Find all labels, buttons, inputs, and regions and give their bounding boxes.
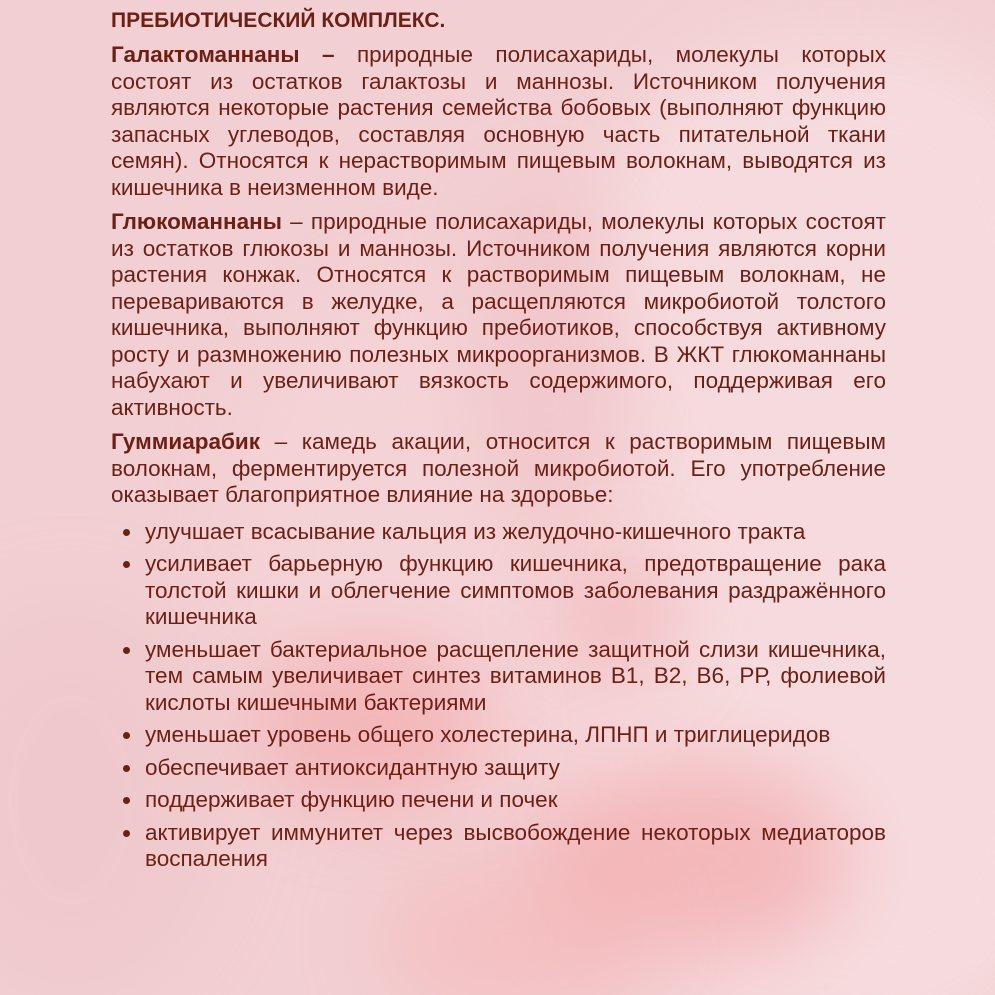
list-item-text: поддерживает функцию печени и почек — [145, 787, 558, 812]
paragraph-glucomannans — [111, 209, 886, 421]
benefits-list — [111, 519, 886, 873]
bullet-dot-icon — [123, 647, 130, 654]
bullet-dot-icon — [123, 529, 130, 536]
bullet-dot-icon — [123, 830, 130, 837]
list-item-text: улучшает всасывание кальция из желудочно-кишечного тракта — [145, 518, 806, 544]
list-item — [111, 722, 886, 749]
bullet-dot-icon — [123, 797, 130, 804]
paragraph-text: – природные полисахариды, молекулы которых состоят из остатков глюкозы и маннозы. Источником получения являются корни растения конжак. Относятся к растворимым пищевым волокнам, не перевариваются в желудке, а расщепляются микробиотой толстого кишечника, выполняют функцию пребиотиков, способствуя активному росту и размножению полезных микроорганизмов. В ЖКТ глюкоманнаны набухают и увеличивают вязкость содержимого, поддерживая его активность. — [111, 209, 886, 420]
list-item — [111, 551, 886, 631]
document-body — [111, 8, 886, 879]
bullet-dot-icon — [123, 561, 130, 568]
list-item — [111, 787, 886, 814]
paragraph-galactomannans — [111, 42, 886, 201]
list-item — [111, 519, 886, 546]
list-item — [111, 755, 886, 782]
term-heading: Глюкоманнаны — [111, 209, 282, 234]
list-item-text: уменьшает уровень общего холестерина, ЛПНП и триглицеридов — [145, 722, 831, 747]
page-title: ПРЕБИОТИЧЕСКИЙ КОМПЛЕКС. — [111, 9, 446, 32]
list-item-text: уменьшает бактериальное расщепление защитной слизи кишечника, тем самым увеличивает синтез витаминов В1, В2, В6, РР, фолиевой кислоты кишечными бактериями — [145, 636, 886, 715]
bullet-dot-icon — [123, 732, 130, 739]
term-heading: Галактоманнаны – — [111, 42, 335, 67]
bullet-dot-icon — [123, 765, 130, 772]
list-item — [111, 820, 886, 873]
list-item-text: обеспечивает антиоксидантную защиту — [145, 754, 560, 780]
paragraph-gum-arabic — [111, 429, 886, 509]
paragraph-text: – камедь акации, относится к растворимым пищевым волокнам, ферментируется полезной микробиотой. Его употребление оказывает благоприятное влияние на здоровье: — [111, 429, 886, 507]
term-heading: Гуммиарабик — [111, 429, 260, 454]
paragraph-text: природные полисахариды, молекулы которых состоят из остатков галактозы и маннозы. Источником получения являются некоторые растения семейства бобовых (выполняют функцию запасных углеводов, составляя основную часть питательной ткани семян). Относятся к нерастворимым пищевым волокнам, выводятся из кишечника в неизменном виде. — [111, 42, 886, 200]
list-item — [111, 637, 886, 717]
list-item-text: усиливает барьерную функцию кишечника, предотвращение рака толстой кишки и облегчение симптомов заболевания раздражённого кишечника — [145, 551, 886, 629]
list-item-text: активирует иммунитет через высвобождение некоторых медиаторов воспаления — [145, 819, 886, 871]
